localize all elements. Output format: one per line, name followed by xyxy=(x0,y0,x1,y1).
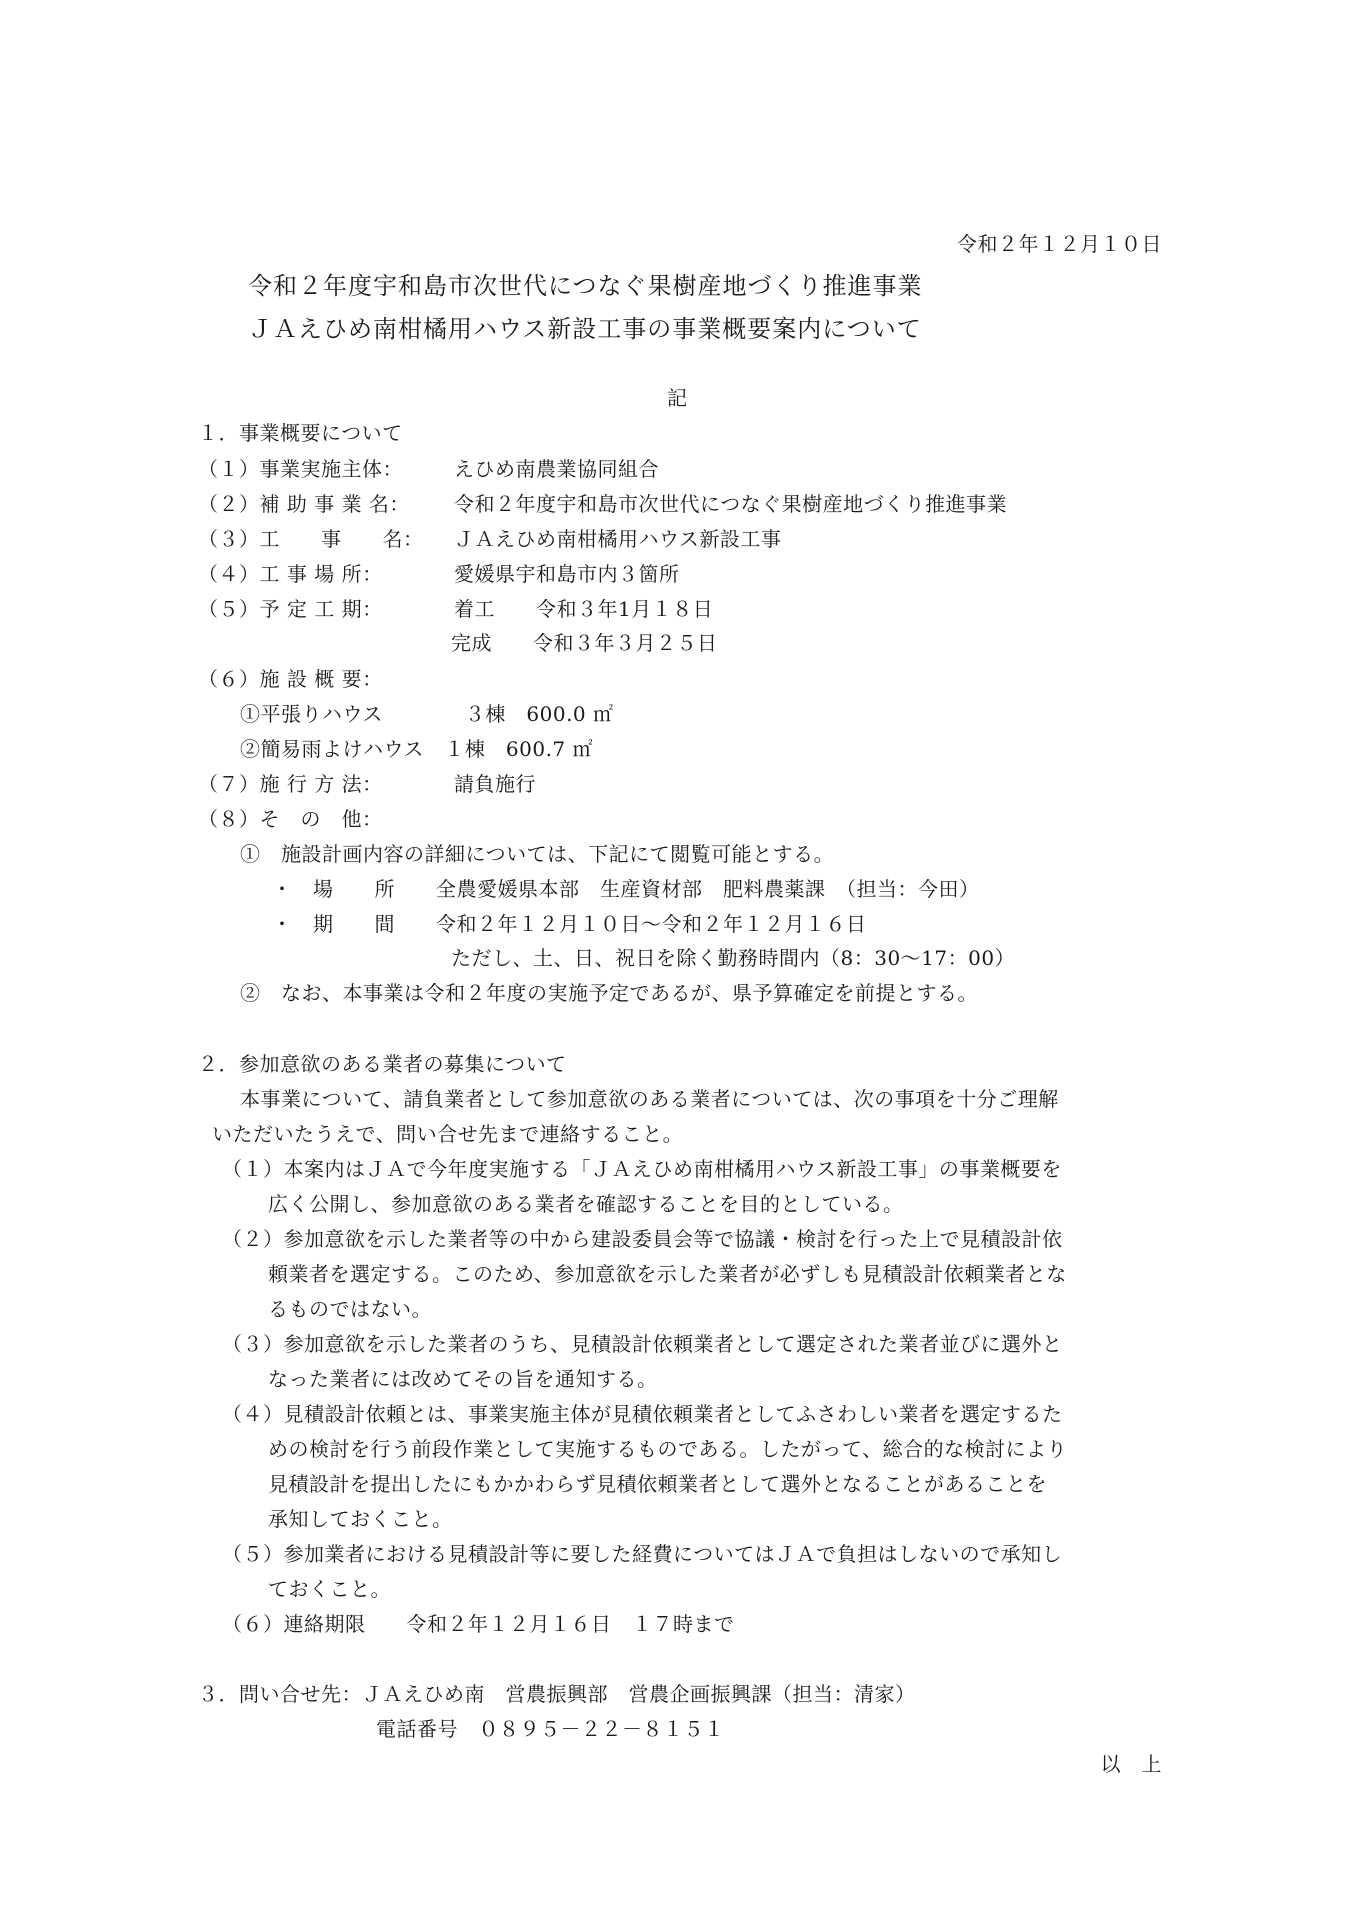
item1-label: （１）事業実施主体： xyxy=(198,457,403,481)
condition-5-line-2: ておくこと。 xyxy=(268,1577,391,1601)
condition-3-line-2: なった業者には改めてその旨を通知する。 xyxy=(268,1367,658,1391)
section1-heading: １．事業概要について xyxy=(198,421,403,445)
condition-1-line-1: （１）本案内はＪＡで今年度実施する「ＪＡえひめ南柑橘用ハウス新設工事」の事業概要を xyxy=(222,1157,1062,1181)
item1-value: えひめ南農業協同組合 xyxy=(454,457,659,481)
item5-value: 着工 令和３年1月１８日 xyxy=(454,597,714,621)
item3-label: （３）工 事 名： xyxy=(198,527,424,551)
condition-1-line-2: 広く公開し、参加意欲のある業者を確認することを目的としている。 xyxy=(268,1192,904,1216)
condition-2-line-2: 頼業者を選定する。このため、参加意欲を示した業者が必ずしも見積設計依頼業者とな xyxy=(268,1262,1067,1286)
item2-label: （２）補 助 事 業 名： xyxy=(198,492,410,516)
condition-2-line-3: るものではない。 xyxy=(268,1297,432,1321)
viewing-place: ・ 場 所 全農愛媛県本部 生産資材部 肥料農薬課 （担当：今田） xyxy=(272,877,980,901)
condition-4-line-3: 見積設計を提出したにもかかわらず見積依頼業者として選外となることがあることを xyxy=(268,1472,1047,1496)
other-item-1: ① 施設計画内容の詳細については、下記にて閲覧可能とする。 xyxy=(240,842,835,866)
section3-heading: ３．問い合せ先：ＪＡえひめ南 営農振興部 営農企画振興課（担当：清家） xyxy=(198,1682,916,1706)
item4-value: 愛媛県宇和島市内３箇所 xyxy=(454,562,680,586)
ki-mark: 記 xyxy=(667,386,688,410)
condition-4-line-1: （４）見積設計依頼とは、事業実施主体が見積依頼業者としてふさわしい業者を選定するた xyxy=(222,1402,1063,1426)
condition-5-line-1: （５）参加業者における見積設計等に要した経費についてはＪＡで負担はしないので承知し xyxy=(222,1542,1063,1566)
condition-3-line-1: （３）参加意欲を示した業者のうち、見積設計依頼業者として選定された業者並びに選外と xyxy=(222,1332,1063,1356)
other-item-2: ② なお、本事業は令和２年度の実施予定であるが、県予算確定を前提とする。 xyxy=(240,981,978,1005)
phone-number: 電話番号 ０８９５－２２－８１５１ xyxy=(376,1717,725,1741)
completion-date: 完成 令和３年３月２５日 xyxy=(451,631,718,655)
other-label: （８）そ の 他： xyxy=(198,807,383,831)
contact-deadline: （６）連絡期限 令和２年１２月１６日 １７時まで xyxy=(222,1612,735,1636)
title-line-2: ＪＡえひめ南柑橘用ハウス新設工事の事業概要案内について xyxy=(248,315,922,343)
item3-value: ＪＡえひめ南柑橘用ハウス新設工事 xyxy=(454,527,782,551)
item5-label: （５）予 定 工 期： xyxy=(198,597,383,621)
closing-mark: 以 上 xyxy=(1100,1752,1162,1776)
condition-4-line-4: 承知しておくこと。 xyxy=(268,1507,453,1531)
facility-1: ①平張りハウス ３棟 600.0 ㎡ xyxy=(240,702,614,726)
facility-label: （６）施 設 概 要： xyxy=(198,667,383,691)
method-label: （７）施 行 方 法： xyxy=(198,772,383,796)
condition-4-line-2: めの検討を行う前段作業として実施するものである。したがって、総合的な検討により xyxy=(268,1437,1068,1461)
section2-heading: ２．参加意欲のある業者の募集について xyxy=(198,1052,567,1076)
item4-label: （４）工 事 場 所： xyxy=(198,562,383,586)
title-line-1: 令和２年度宇和島市次世代につなぐ果樹産地づくり推進事業 xyxy=(248,272,923,300)
section2-intro-line-1: 本事業について、請負業者として参加意欲のある業者については、次の事項を十分ご理解 xyxy=(240,1087,1059,1111)
section2-intro-line-2: いただいたうえで、問い合せ先まで連絡すること。 xyxy=(212,1122,684,1146)
viewing-period-note: ただし、土、日、祝日を除く勤務時間内（8：30～17：00） xyxy=(451,946,1016,970)
document-date: 令和２年１２月１０日 xyxy=(957,232,1162,256)
condition-2-line-1: （２）参加意欲を示した業者等の中から建設委員会等で協議・検討を行った上で見積設計依 xyxy=(222,1227,1063,1251)
viewing-period: ・ 期 間 令和２年１２月１０日～令和２年１２月１６日 xyxy=(272,912,867,936)
item2-value: 令和２年度宇和島市次世代につなぐ果樹産地づくり推進事業 xyxy=(454,492,1008,516)
facility-2: ②簡易雨よけハウス １棟 600.7 ㎡ xyxy=(240,737,594,761)
method-value: 請負施行 xyxy=(454,772,536,796)
